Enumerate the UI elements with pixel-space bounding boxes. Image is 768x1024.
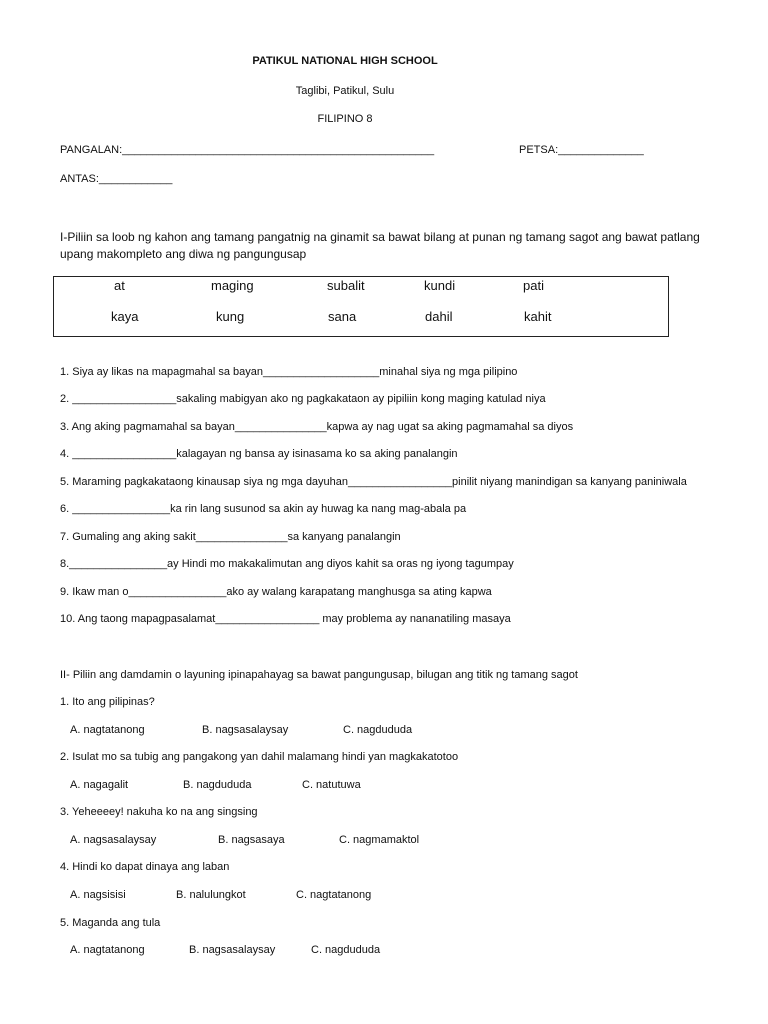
option-c: C. nagdududa — [311, 944, 381, 956]
part2-question: 3. Yeheeeey! nakuha ko na ang singsing — [60, 806, 258, 818]
part2-question: 4. Hindi ko dapat dinaya ang laban — [60, 861, 230, 873]
part1-item: 3. Ang aking pagmamahal sa bayan_______________kapwa ay nag ugat sa aking pagmamahal sa diyos — [60, 421, 574, 433]
option-c: C. natutuwa — [302, 779, 361, 791]
word-choice: at — [114, 278, 125, 293]
option-b: B. nagsasaya — [218, 834, 285, 846]
part1-item: 10. Ang taong mapagpasalamat_________________ may problema ay nananatiling masaya — [60, 613, 511, 625]
part1-item: 2. _________________sakaling mabigyan ako ng pagkakataon ay pipiliin kong maging katulad niya — [60, 393, 546, 405]
option-a: A. nagsisisi — [70, 889, 126, 901]
part1-instruction-line2: upang makompleto ang diwa ng pangungusap — [60, 247, 307, 261]
part1-instruction-line1: I-Piliin sa loob ng kahon ang tamang pangatnig na ginamit sa bawat bilang at punan ng tamang sagot ang bawat patlang — [60, 230, 700, 244]
part2-question: 5. Maganda ang tula — [60, 917, 161, 929]
word-choice: kahit — [524, 309, 552, 324]
section-field: ANTAS:____________ — [60, 173, 173, 185]
word-choice: subalit — [327, 278, 365, 293]
part2-question: 1. Ito ang pilipinas? — [60, 696, 155, 708]
word-choice: pati — [523, 278, 544, 293]
school-title: PATIKUL NATIONAL HIGH SCHOOL — [252, 55, 438, 67]
school-address: Taglibi, Patikul, Sulu — [295, 85, 395, 97]
part1-item: 5. Maraming pagkakataong kinausap siya ng mga dayuhan_________________pinilit niyang manindigan sa kanyang paniniwala — [60, 476, 687, 488]
option-b: B. nagdududa — [183, 779, 252, 791]
option-a: A. nagagalit — [70, 779, 129, 791]
word-choice: kung — [216, 309, 245, 324]
word-choice: sana — [328, 309, 357, 324]
part1-item: 9. Ikaw man o________________ako ay walang karapatang manghusga sa ating kapwa — [60, 586, 492, 598]
word-choice-box — [53, 276, 669, 337]
subject-title: FILIPINO 8 — [317, 113, 373, 125]
part1-item: 7. Gumaling ang aking sakit_______________sa kanyang panalangin — [60, 531, 401, 543]
option-b: B. nalulungkot — [176, 889, 246, 901]
word-choice: dahil — [425, 309, 453, 324]
part2-question: 2. Isulat mo sa tubig ang pangakong yan dahil malamang hindi yan magkakatotoo — [60, 751, 459, 763]
name-field: PANGALAN:___________________________________________________ — [60, 144, 435, 156]
option-a: A. nagtatanong — [70, 944, 145, 956]
part1-item: 4. _________________kalagayan ng bansa ay isinasama ko sa aking panalangin — [60, 448, 458, 460]
option-c: C. nagdududa — [343, 724, 413, 736]
part1-item: 6. ________________ka rin lang susunod sa akin ay huwag ka nang mag-abala pa — [60, 503, 467, 515]
option-c: C. nagtatanong — [296, 889, 372, 901]
word-choice: kundi — [424, 278, 456, 293]
date-field: PETSA:______________ — [519, 144, 644, 156]
option-b: B. nagsasalaysay — [202, 724, 289, 736]
option-b: B. nagsasalaysay — [189, 944, 276, 956]
option-a: A. nagsasalaysay — [70, 834, 157, 846]
word-choice: maging — [211, 278, 254, 293]
part1-item: 8.________________ay Hindi mo makakalimutan ang diyos kahit sa oras ng iyong tagumpay — [60, 558, 514, 570]
part1-item: 1. Siya ay likas na mapagmahal sa bayan___________________minahal siya ng mga pilipino — [60, 366, 518, 378]
part2-instruction: II- Piliin ang damdamin o layuning ipinapahayag sa bawat pangungusap, bilugan ang titik ng tamang sagot — [60, 669, 578, 681]
option-c: C. nagmamaktol — [339, 834, 420, 846]
option-a: A. nagtatanong — [70, 724, 145, 736]
word-choice: kaya — [111, 309, 139, 324]
